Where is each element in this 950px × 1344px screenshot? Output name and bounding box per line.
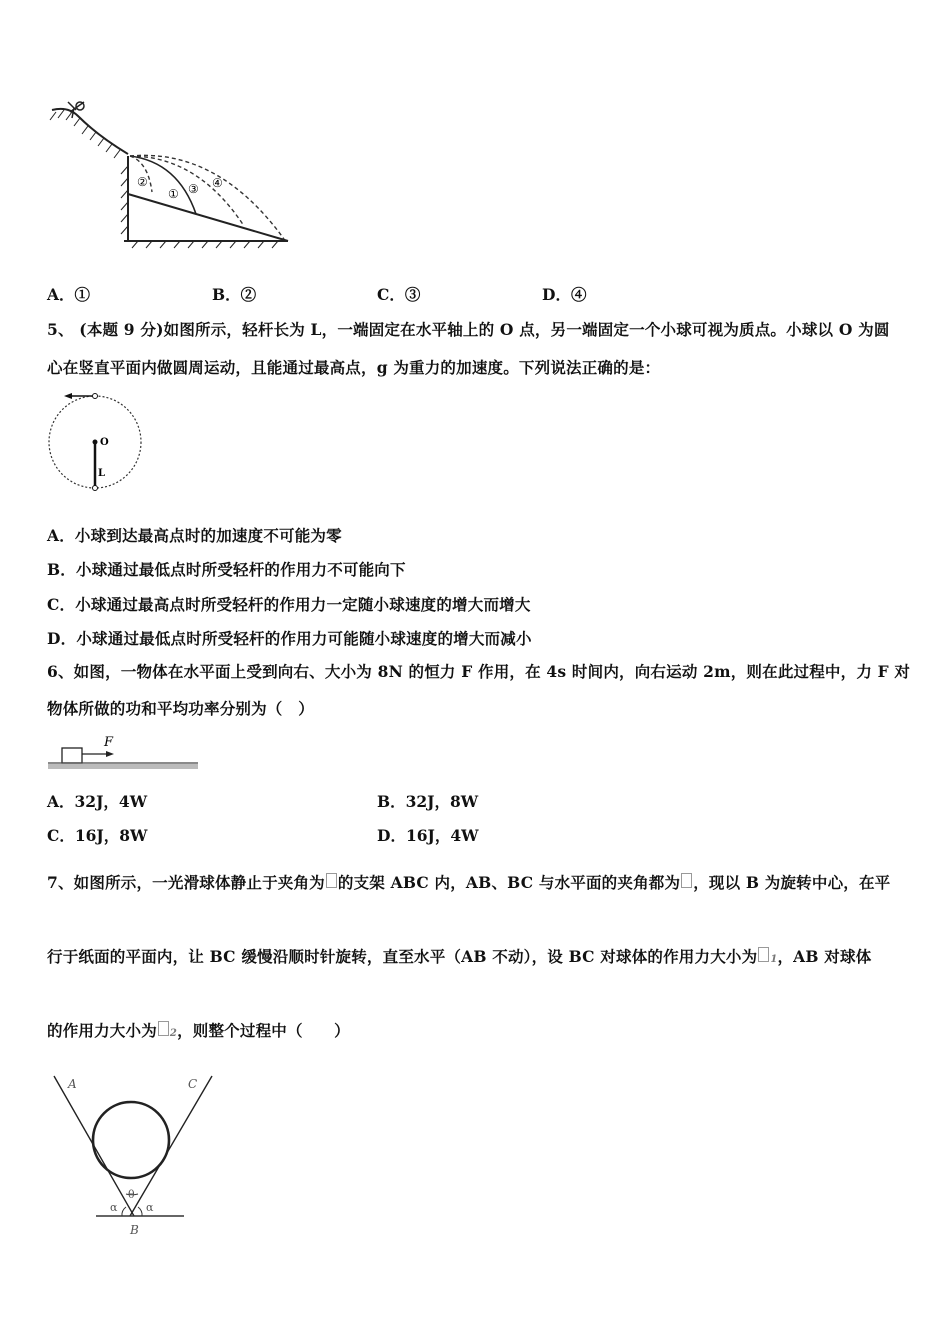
q6-option-d[interactable]: D．16J，4W — [377, 826, 479, 845]
q5-option-c[interactable]: C．小球通过最高点时所受轻杆的作用力一定随小球速度的增大而增大 — [47, 595, 531, 614]
q5-figure-label-l: L — [98, 468, 106, 479]
q6-figure — [48, 730, 200, 774]
q6-stem-line2: 物体所做的功和平均功率分别为（ ） — [47, 699, 314, 718]
q7-figure-label-alpha-left: α — [110, 1201, 118, 1214]
q7-figure-label-a: A — [68, 1077, 77, 1091]
missing-symbol-icon — [758, 947, 769, 962]
q7-stem-line3: 的作用力大小为 2，则整个过程中（ ） — [47, 1021, 350, 1040]
q4-figure-label-2: ② — [137, 175, 148, 189]
q6-option-b[interactable]: B．32J，8W — [377, 792, 479, 811]
q5-stem-line2: 心在竖直平面内做圆周运动，且能通过最高点，g 为重力的加速度。下列说法正确的是： — [47, 358, 661, 377]
q6-figure-label-f: F — [104, 735, 114, 750]
q7-figure-label-b: B — [130, 1223, 139, 1237]
q5-figure-label-o: O — [100, 437, 109, 448]
q4-option-a[interactable]: A．① — [47, 285, 91, 304]
q4-figure — [48, 96, 293, 246]
q7-figure-label-theta: θ — [128, 1188, 135, 1201]
missing-symbol-icon — [326, 873, 337, 888]
q5-stem-line1: 5、 (本题 9 分)如图所示，轻杆长为 L，一端固定在水平轴上的 O 点，另一端固定一个小球可视为质点。小球以 O 为圆 — [47, 320, 890, 339]
q4-figure-label-3: ③ — [188, 182, 199, 196]
q4-figure-label-4: ④ — [212, 176, 223, 190]
q7-figure-label-c: C — [188, 1077, 198, 1091]
q5-option-b[interactable]: B．小球通过最低点时所受轻杆的作用力不可能向下 — [47, 560, 406, 579]
q6-option-a[interactable]: A．32J，4W — [47, 792, 148, 811]
q5-figure — [48, 392, 148, 494]
q7-figure — [48, 1070, 198, 1240]
q7-stem-line1: 7、如图所示，一光滑球体静止于夹角为 的支架 ABC 内，AB、BC 与水平面的夹角都为 ，现以 B 为旋转中心，在平 — [47, 873, 891, 892]
q6-stem-line1: 6、如图，一物体在水平面上受到向右、大小为 8N 的恒力 F 作用，在 4s 时间内，向右运动 2m，则在此过程中，力 F 对 — [47, 662, 911, 681]
missing-symbol-icon — [158, 1021, 169, 1036]
q7-stem-line2: 行于纸面的平面内，让 BC 缓慢沿顺时针旋转，直至水平（AB 不动），设 BC 对球体的作用力大小为 1，AB 对球体 — [47, 947, 872, 966]
q5-option-d[interactable]: D．小球通过最低点时所受轻杆的作用力可能随小球速度的增大而减小 — [47, 629, 532, 648]
q4-option-d[interactable]: D．④ — [542, 285, 587, 304]
q4-option-c[interactable]: C．③ — [377, 285, 421, 304]
q4-option-b[interactable]: B．② — [212, 285, 257, 304]
q7-figure-label-alpha-right: α — [146, 1201, 154, 1214]
q5-option-a[interactable]: A．小球到达最高点时的加速度不可能为零 — [47, 526, 342, 545]
q4-figure-label-1: ① — [168, 187, 179, 201]
missing-symbol-icon — [681, 873, 692, 888]
q6-option-c[interactable]: C．16J，8W — [47, 826, 148, 845]
